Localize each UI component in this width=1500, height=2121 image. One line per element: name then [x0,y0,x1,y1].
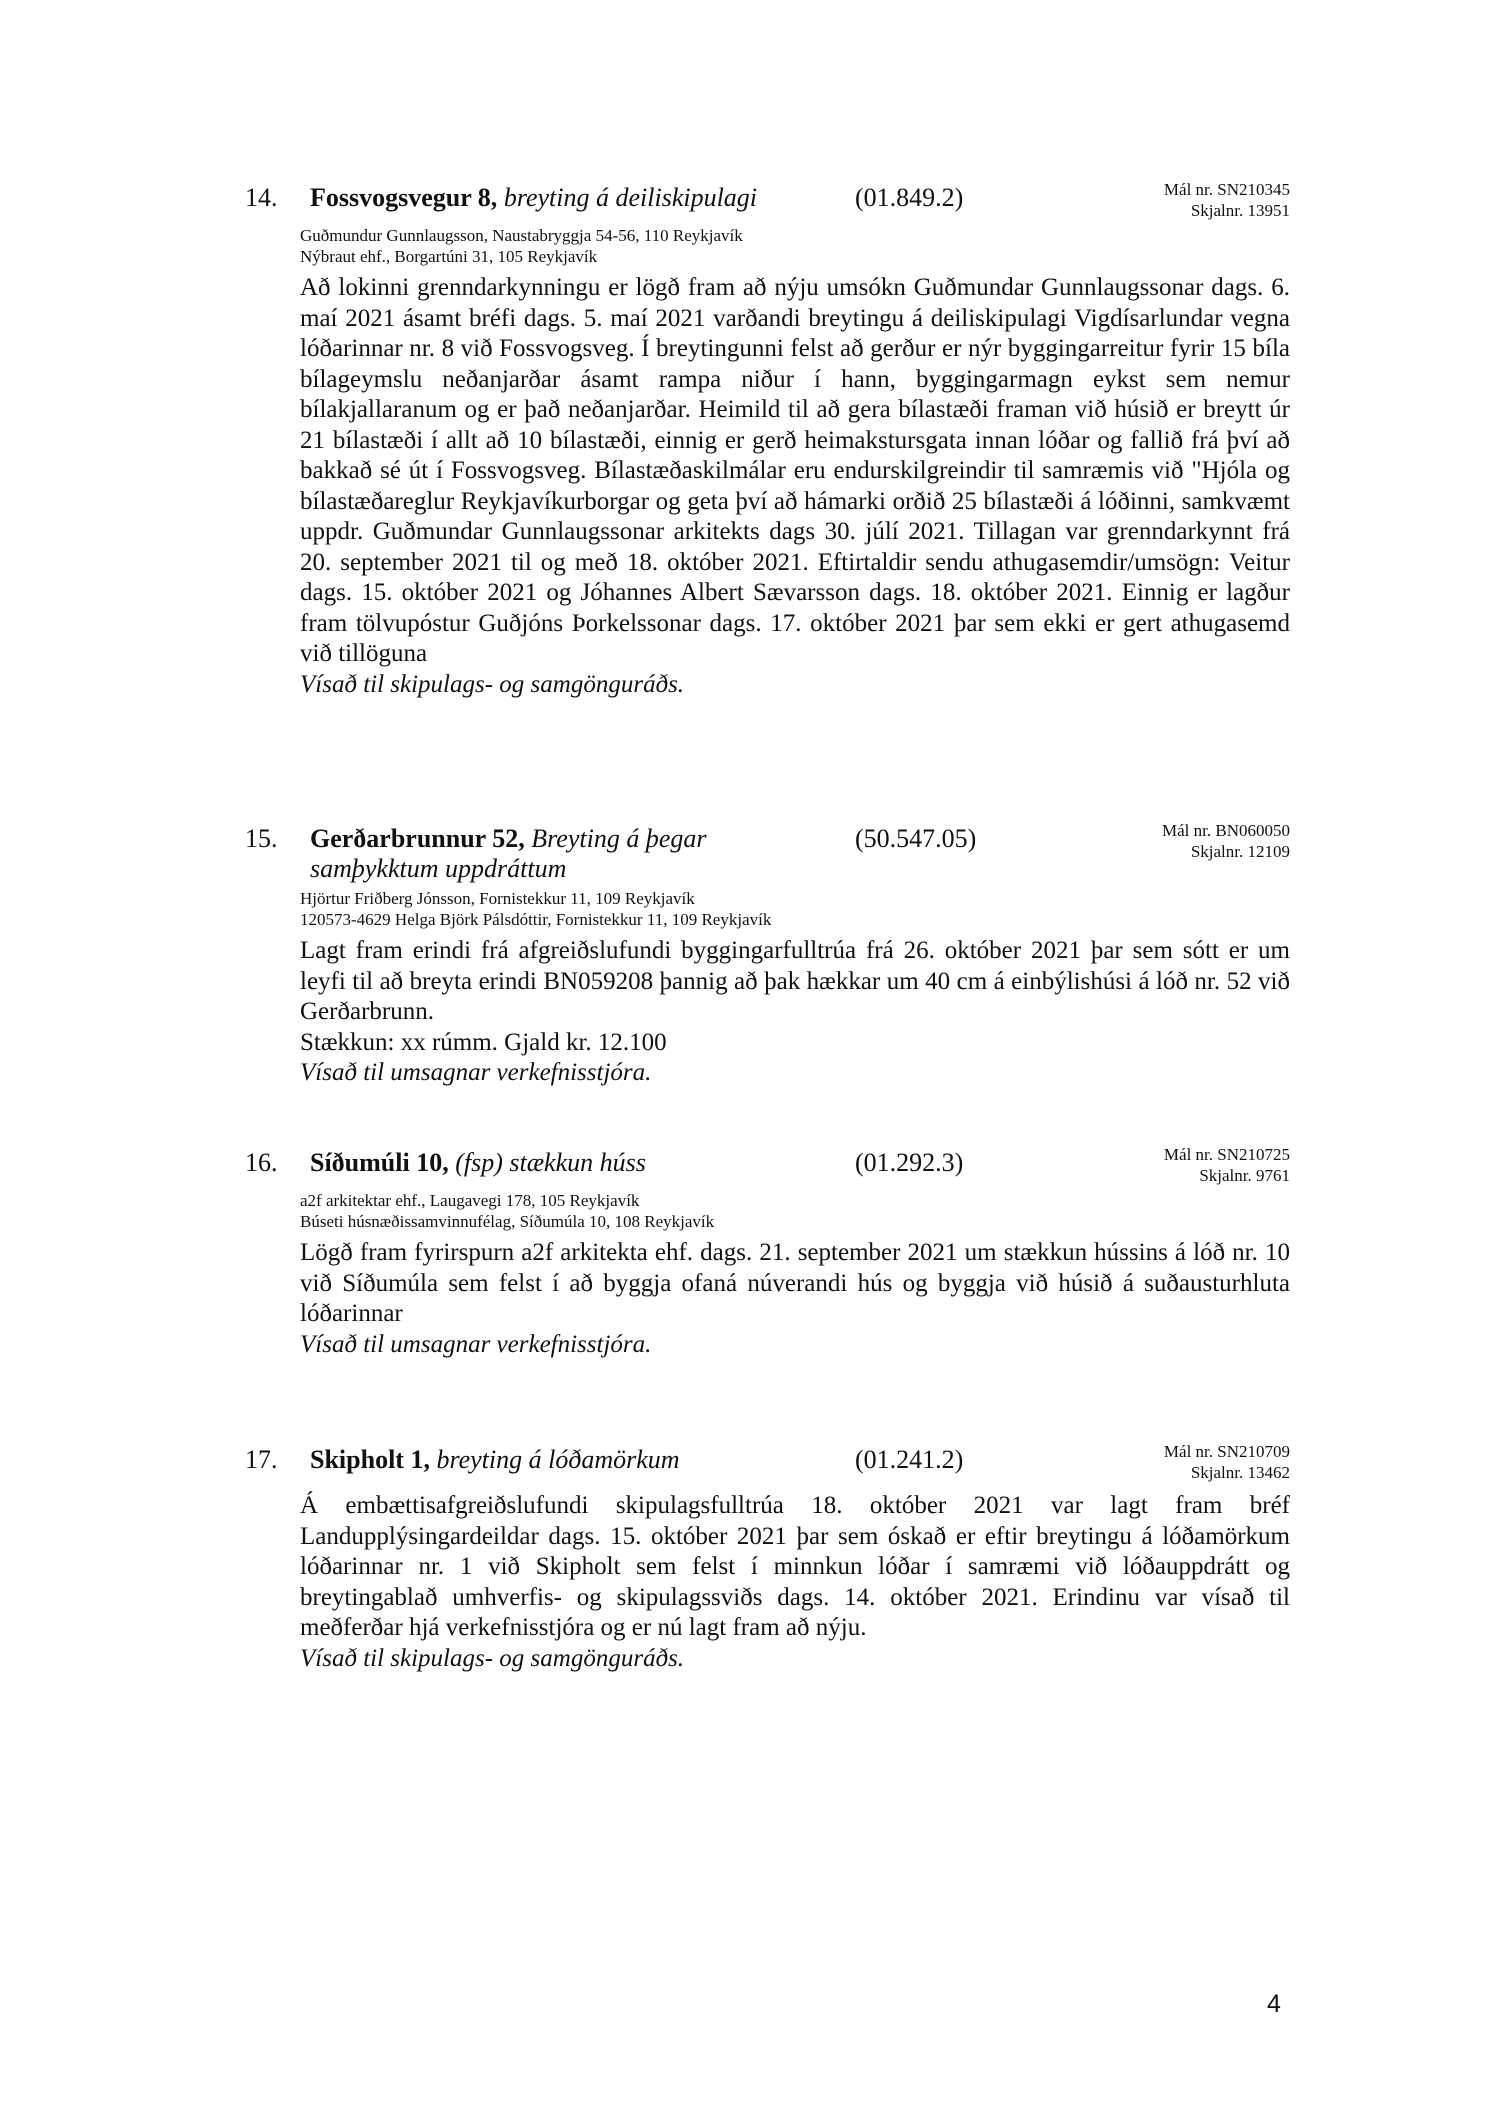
item-outcome: Vísað til umsagnar verkefnisstjóra. [300,1059,652,1086]
case-reference [1164,1144,1290,1186]
applicant-line: Búseti húsnæðissamvinnufélag, Síðumúla 10, 108 Reykjavík [300,1212,715,1231]
item-land-code: (01.241.2) [855,1445,964,1474]
applicant-line: Guðmundur Gunnlaugsson, Naustabryggja 54-56, 110 Reykjavík [300,226,743,245]
case-number: Mál nr. SN210725 [1163,1145,1290,1164]
case-number: Mál nr. BN060050 [1162,821,1290,840]
applicant-line: 120573-4629 Helga Björk Pálsdóttir, Fornistekkur 11, 109 Reykjavík [300,910,772,929]
item-description: Að lokinni grenndarkynningu er lögð fram að nýju umsókn Guðmundar Gunnlaugssonar dags. 6. maí 2021 ásamt bréfi dags. 5. maí 2021 varðandi breytingu á deiliskipulagi Vigdísarlundar vegna lóðarinnar nr. 8 við Fossvogsveg. Í breytingunni felst að gerður er nýr byggingarreitur fyrir 15 bíla bílageymslu neðanjarðar ásamt rampa niður í hann, byggingarmagn eykst sem nemur bílakjallaranum og er það neðanjarðar. Heimild til að gera bílastæði framan við húsið er breytt úr 21 bílastæði í allt að 10 bílastæði, einnig er gerð heimakstursgata innan lóðar og fallið frá því að bakkað sé út í Fossvogsveg. Bílastæðaskilmálar eru endurskilgreindir til samræmis við "Hjóla og bílastæðareglur Reykjavíkurborgar og geta því að hámarki orðið 25 bílastæði á lóðinni, samkvæmt uppdr. Guðmundar Gunnlaugssonar arkitekts dags 30. júlí 2021. Tillagan var grenndarkynnt frá 20. september 2021 til og með 18. október 2021. Eftirtaldir sendu athugasemdir/umsögn: Veitur dags. 15. október 2021 og Jóhannes Albert Sævarsson dags. 18. október 2021. Einnig er lagður fram tölvupóstur Guðjóns Þorkelssonar dags. 17. október 2021 þar sem ekki er gert athugasemd við tillöguna [300,274,1290,667]
document-number: Skjalnr. 13951 [1190,201,1290,220]
item-subtitle: (fsp) stækkun húss [455,1148,646,1177]
applicants [300,225,743,267]
item-body [300,1238,1290,1360]
item-description: Lögð fram fyrirspurn a2f arkitekta ehf. dags. 21. september 2021 um stækkun hússins á lóð nr. 10 við Síðumúla sem felst í að byggja ofaná núverandi hús og byggja við húsið á suðausturhluta lóðarinnar [300,1239,1290,1327]
item-address: Skipholt 1, [310,1445,430,1474]
item-land-code: (50.547.05) [855,824,977,853]
item-body [300,273,1290,700]
item-fee-line: Stækkun: xx rúmm. Gjald kr. 12.100 [300,1028,667,1056]
applicants [300,1190,714,1232]
item-outcome: Vísað til umsagnar verkefnisstjóra. [300,1330,652,1358]
document-number: Skjalnr. 12109 [1190,842,1290,861]
item-land-code: (01.849.2) [855,183,964,212]
applicants [300,888,771,930]
document-number: Skjalnr. 13462 [1190,1463,1290,1482]
case-number: Mál nr. SN210709 [1163,1442,1290,1461]
applicant-line: a2f arkitektar ehf., Laugavegi 178, 105 Reykjavík [300,1191,640,1210]
case-reference [1164,1441,1290,1483]
item-address: Síðumúli 10, [310,1148,449,1177]
item-title [310,1445,870,1475]
item-number: 17. [245,1445,278,1474]
item-body [300,1491,1290,1674]
item-body [300,936,1290,1089]
page-number: 4 [1267,1990,1281,2018]
applicant-line: Hjörtur Friðberg Jónsson, Fornistekkur 11, 109 Reykjavík [300,889,695,908]
item-subtitle: breyting á deiliskipulagi [503,183,758,212]
applicant-line: Nýbraut ehf., Borgartúni 31, 105 Reykjavík [300,247,598,266]
item-number: 14. [245,183,278,212]
item-address: Gerðarbrunnur 52, [310,824,525,853]
item-subtitle: Breyting á þegar samþykktum uppdráttum [310,824,707,883]
case-number: Mál nr. SN210345 [1163,180,1290,199]
item-address: Fossvogsvegur 8, [310,183,498,212]
item-title [310,824,780,884]
item-subtitle: breyting á lóðamörkum [436,1445,680,1474]
item-land-code: (01.292.3) [855,1148,964,1177]
item-description: Á embættisafgreiðslufundi skipulagsfulltrúa 18. október 2021 var lagt fram bréf Landupplýsingardeildar dags. 15. október 2021 þar sem óskað er eftir breytingu á lóðamörkum lóðarinnar nr. 1 við Skipholt sem felst í minnkun lóðar í samræmi við lóðauppdrátt og breytingablað umhverfis- og skipulagssviðs dags. 14. október 2021. Erindinu var vísað til meðferðar hjá verkefnisstjóra og er nú lagt fram að nýju. [300,1492,1290,1641]
document-number: Skjalnr. 9761 [1199,1166,1290,1185]
case-reference [1162,820,1290,862]
item-title [310,183,870,213]
item-description: Lagt fram erindi frá afgreiðslufundi byggingarfulltrúa frá 26. október 2021 þar sem sótt er um leyfi til að breyta erindi BN059208 þannig að þak hækkar um 40 cm á einbýlishúsi á lóð nr. 52 við Gerðarbrunn. [300,937,1290,1025]
item-outcome: Vísað til skipulags- og samgönguráðs. [300,1644,685,1672]
item-number: 16. [245,1148,278,1177]
item-title [310,1148,870,1178]
item-outcome: Vísað til skipulags- og samgönguráðs. [300,670,685,698]
case-reference [1164,179,1290,221]
item-number: 15. [245,824,278,853]
